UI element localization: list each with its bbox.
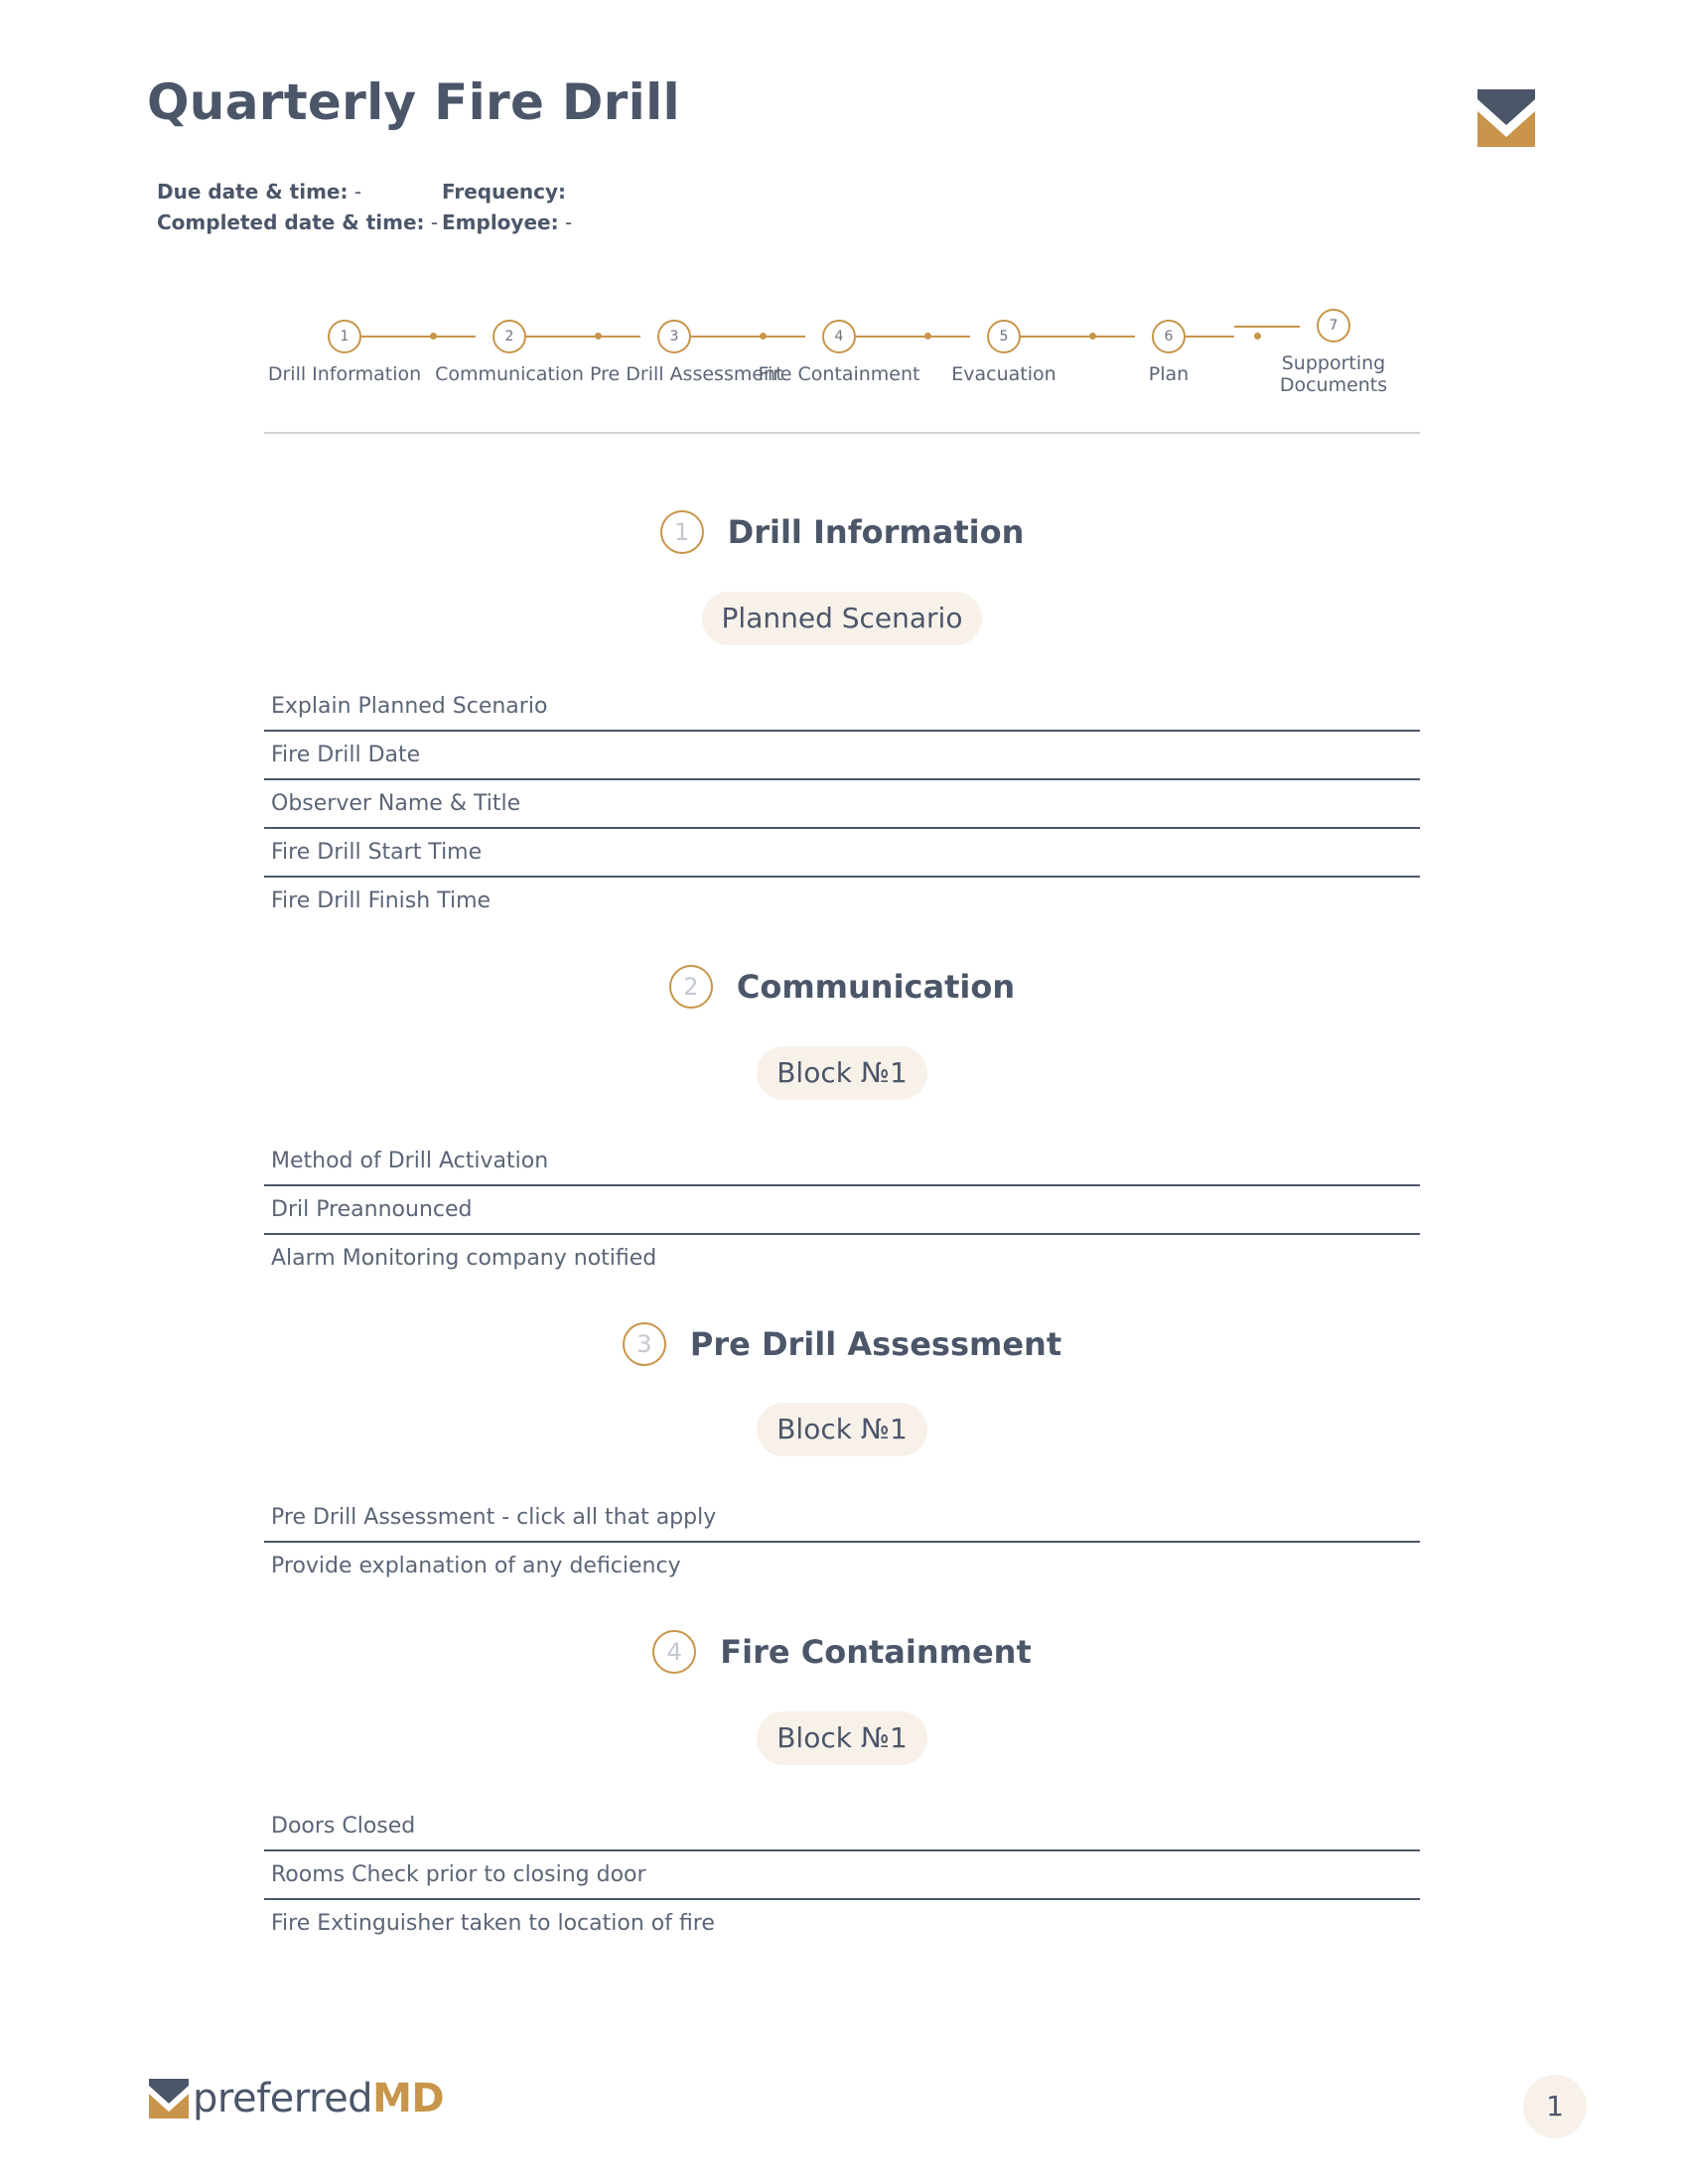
step-connector [839, 336, 970, 338]
field-method-of-drill-activation[interactable]: Method of Drill Activation [264, 1138, 1420, 1186]
progress-stepper [264, 298, 1416, 407]
section-number: 2 [669, 965, 713, 1009]
due-date-label: Due date & time: [157, 180, 349, 204]
brand-wordmark [193, 2076, 444, 2121]
block-title-pill: Block №1 [757, 1046, 927, 1100]
block-title-pill: Block №1 [757, 1711, 927, 1765]
due-date-info [157, 180, 361, 204]
step-3-label[interactable]: Pre Drill Assessment [590, 363, 783, 385]
section-number: 4 [652, 1630, 696, 1674]
step-1-label[interactable]: Drill Information [267, 363, 422, 385]
step-1-circle[interactable]: 1 [328, 320, 361, 353]
employee-label: Employee: [442, 210, 559, 234]
field-doors-closed[interactable]: Doors Closed [264, 1803, 1420, 1851]
block-pill-wrap [264, 1711, 1420, 1765]
frequency-info [442, 180, 566, 204]
step-7-label-line1: Supporting [1281, 352, 1386, 374]
section-title: Pre Drill Assessment [689, 1325, 1062, 1363]
step-2-label[interactable]: Communication [435, 363, 584, 385]
step-7-circle[interactable]: 7 [1317, 309, 1350, 342]
block-pill-wrap [264, 1403, 1420, 1456]
section-title: Communication [736, 968, 1016, 1006]
step-5-label[interactable]: Evacuation [951, 363, 1056, 385]
brand-footer [149, 2075, 444, 2122]
step-3-circle[interactable]: 3 [657, 320, 691, 353]
due-date-value: - [353, 180, 362, 204]
step-2-circle[interactable]: 2 [492, 320, 526, 353]
step-6-label[interactable]: Plan [1148, 363, 1190, 385]
step-connector [509, 336, 640, 338]
employee-info [442, 210, 572, 234]
block-title-pill: Block №1 [757, 1403, 927, 1456]
step-connector [1234, 326, 1300, 328]
frequency-label: Frequency: [442, 180, 567, 204]
step-dot [595, 333, 602, 340]
completed-date-info [157, 210, 438, 234]
section-number: 3 [623, 1322, 666, 1366]
field-fire-drill-finish-time[interactable]: Fire Drill Finish Time [271, 888, 492, 913]
step-dot [1254, 333, 1261, 340]
checkmark-logo-icon [1477, 89, 1535, 147]
field-alarm-monitoring-notified[interactable]: Alarm Monitoring company notified [271, 1246, 657, 1271]
field-fire-drill-date[interactable]: Fire Drill Date [264, 732, 1420, 780]
field-observer-name-title[interactable]: Observer Name & Title [264, 780, 1420, 829]
step-dot [430, 333, 437, 340]
field-deficiency-explanation[interactable]: Provide explanation of any deficiency [271, 1554, 681, 1578]
block-title-pill: Planned Scenario [702, 592, 983, 645]
step-connector [1004, 336, 1135, 338]
step-dot [924, 333, 931, 340]
step-connector [674, 336, 805, 338]
step-6-circle[interactable]: 6 [1152, 320, 1186, 353]
field-explain-planned-scenario[interactable]: Explain Planned Scenario [264, 683, 1420, 732]
section-title: Fire Containment [720, 1633, 1032, 1671]
brand-suffix: MD [372, 2076, 445, 2121]
step-dot [760, 333, 767, 340]
field-pre-drill-assessment[interactable]: Pre Drill Assessment - click all that apply [264, 1494, 1420, 1543]
block-pill-wrap [264, 1046, 1420, 1100]
page-title: Quarterly Fire Drill [147, 73, 680, 131]
step-4-circle[interactable]: 4 [822, 320, 856, 353]
step-dot [1089, 333, 1096, 340]
section-drill-information-header [264, 504, 1420, 560]
step-7-label[interactable] [1249, 352, 1418, 396]
brand-prefix: preferred [193, 2076, 373, 2121]
field-fire-extinguisher[interactable]: Fire Extinguisher taken to location of fire [271, 1911, 715, 1936]
block-pill-wrap [264, 592, 1420, 645]
employee-value: - [564, 210, 573, 234]
section-pre-drill-assessment-header [264, 1316, 1420, 1372]
section-number: 1 [660, 510, 704, 554]
section-fire-containment-header [264, 1624, 1420, 1680]
completed-date-value: - [430, 210, 439, 234]
checkmark-logo-icon [149, 2079, 189, 2118]
field-fire-drill-start-time[interactable]: Fire Drill Start Time [264, 829, 1420, 878]
header-divider [264, 432, 1420, 434]
step-5-circle[interactable]: 5 [987, 320, 1021, 353]
section-title: Drill Information [727, 513, 1025, 551]
step-4-label[interactable]: Fire Containment [758, 363, 920, 385]
step-connector [345, 336, 476, 338]
step-7-label-line2: Documents [1279, 374, 1388, 396]
completed-date-label: Completed date & time: [157, 210, 425, 234]
section-communication-header [264, 959, 1420, 1015]
page-number-badge: 1 [1523, 2075, 1587, 2138]
field-rooms-check[interactable]: Rooms Check prior to closing door [264, 1851, 1420, 1900]
field-drill-preannounced[interactable]: Dril Preannounced [264, 1186, 1420, 1235]
